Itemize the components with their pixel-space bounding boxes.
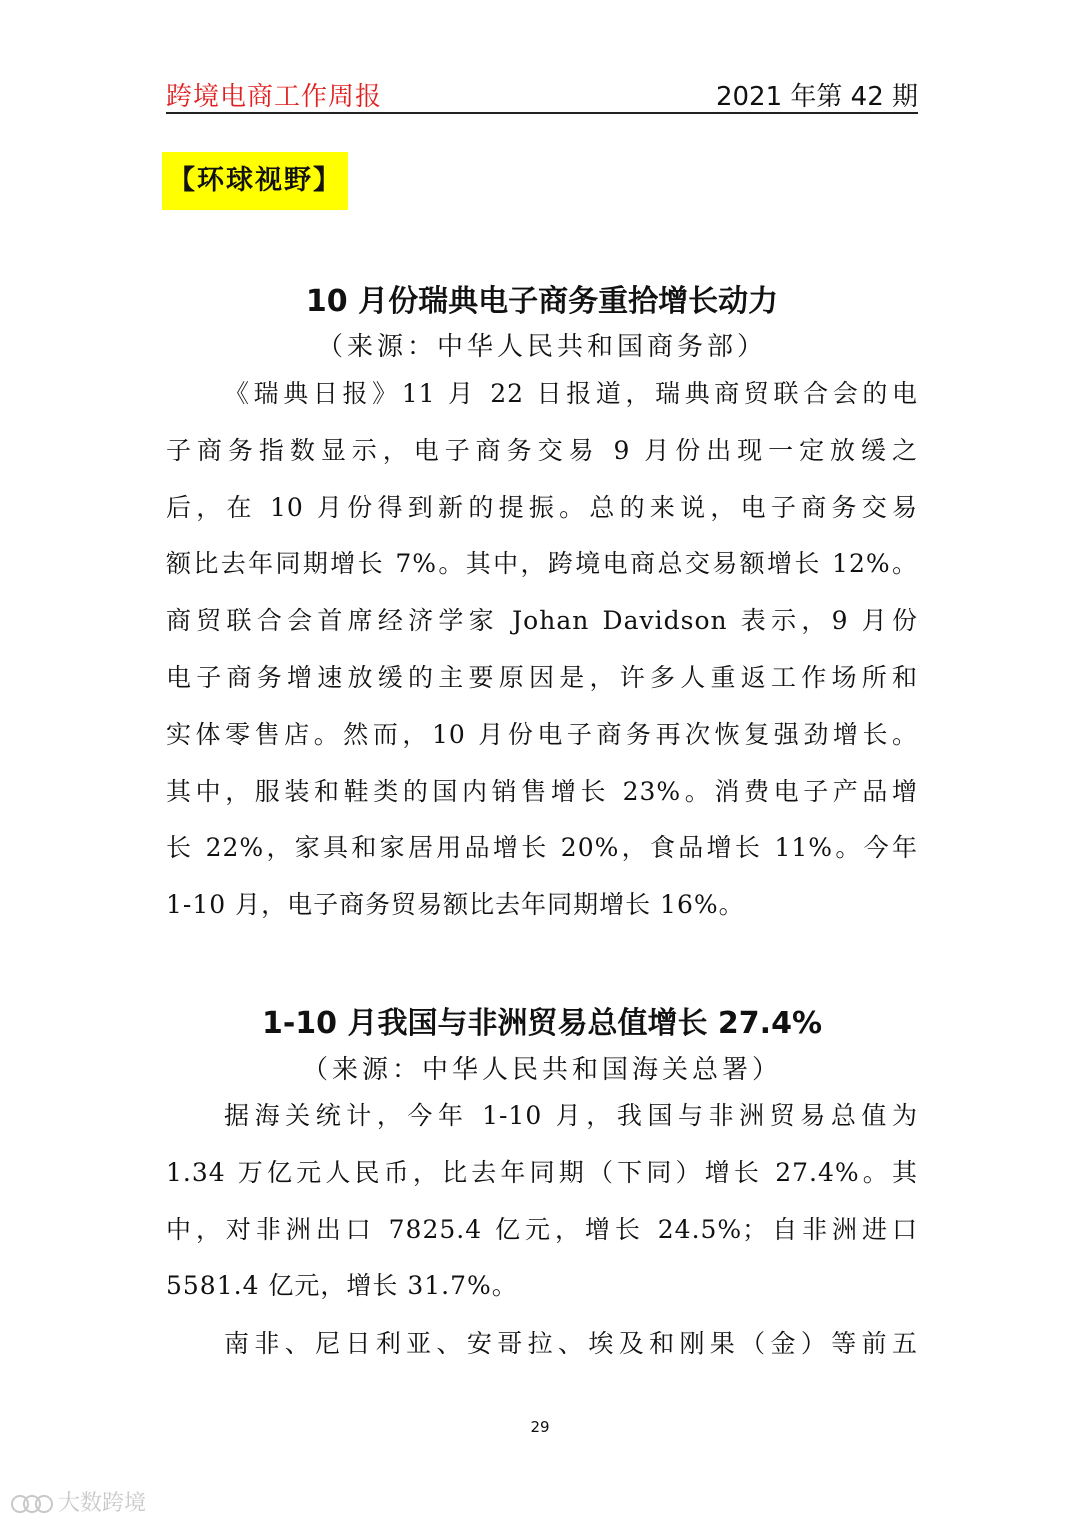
watermark-logo-icon [10, 1491, 54, 1517]
body-line: 《瑞典日报》11 月 22 日报道，瑞典商贸联合会的电 [224, 379, 918, 408]
body-line: 额比去年同期增长 7%。其中，跨境电商总交易额增长 12%。 [166, 549, 918, 579]
article-body [166, 1088, 918, 1315]
article-body [166, 1316, 918, 1373]
publication-title: 跨境电商工作周报 [166, 82, 383, 112]
body-line: 电子商务增速放缓的主要原因是，许多人重返工作场所和 [166, 662, 918, 692]
page-number: 29 [530, 1418, 550, 1436]
body-line: 1-10 月，电子商务贸易额比去年同期增长 16%。 [166, 890, 745, 920]
body-line: 据海关统计，今年 1-10 月，我国与非洲贸易总值为 [224, 1101, 918, 1130]
watermark [10, 1486, 146, 1516]
body-line: 子商务指数显示，电子商务交易 9 月份出现一定放缓之 [166, 435, 918, 465]
body-line: 1.34 万亿元人民币，比去年同期（下同）增长 27.4%。其 [166, 1157, 918, 1187]
body-line: 商贸联合会首席经济学家 Johan Davidson 表示，9 月份 [166, 606, 918, 636]
watermark-text: 大数跨境 [58, 1491, 147, 1516]
article-title: 10 月份瑞典电子商务重拾增长动力 [305, 284, 779, 319]
body-line: 后，在 10 月份得到新的提振。总的来说，电子商务交易 [166, 492, 918, 522]
page-header [166, 76, 918, 114]
article-body [166, 366, 918, 934]
body-line: 实体零售店。然而，10 月份电子商务再次恢复强劲增长。 [166, 719, 918, 749]
article-title: 1-10 月我国与非洲贸易总值增长 27.4% [261, 1006, 823, 1041]
body-line: 其中，服装和鞋类的国内销售增长 23%。消费电子产品增 [166, 776, 918, 806]
body-line: 中，对非洲出口 7825.4 亿元，增长 24.5%；自非洲进口 [166, 1214, 918, 1244]
article-source: （来源：中华人民共和国商务部） [316, 332, 767, 362]
body-line: 5581.4 亿元，增长 31.7%。 [166, 1271, 518, 1301]
article-source: （来源：中华人民共和国海关总署） [301, 1055, 782, 1085]
issue-number: 2021 年第 42 期 [715, 82, 918, 112]
section-tag: 【环球视野】 [162, 152, 348, 210]
body-line: 长 22%，家具和家居用品增长 20%，食品增长 11%。今年 [166, 833, 918, 863]
body-line: 南非、尼日利亚、安哥拉、埃及和刚果（金）等前五 [224, 1329, 918, 1358]
